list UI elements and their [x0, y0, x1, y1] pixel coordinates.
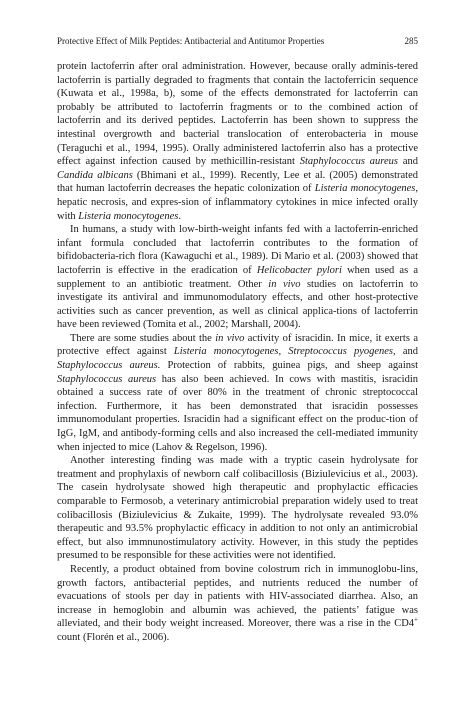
text-run: There are some studies about the	[70, 332, 216, 344]
body-text	[57, 60, 418, 645]
italic-term: Helicobacter pylori	[256, 264, 342, 276]
running-head-title: Protective Effect of Milk Peptides: Antibacterial and Antitumor Properties	[57, 36, 325, 46]
superscript: +	[414, 615, 418, 624]
text-run: and	[398, 156, 418, 168]
italic-term: Staphylococcus aureus	[57, 373, 157, 385]
italic-term: Listeria monocytogenes	[314, 183, 416, 195]
paragraph-2	[57, 223, 418, 332]
text-run: activity of isracidin. In mice, it exerts a protective effect against	[57, 332, 419, 358]
text-run: has also been achieved. In cows with mastitis, isracidin obtained a success rate of over 80% in the treatment of chronic streptococcal infection. Furthermore, it has been demonstrated that isracidin possesses immunomodulant properties. Isracidin had a significant effect on the produc-tion of IgG, IgM, and antibody-forming cells and also increased the cell-mediated immunity when injected to mice (Lahov & Regelson, 1996).	[57, 373, 419, 453]
italic-term: in vivo	[215, 332, 245, 344]
text-run: Another interesting finding was made with a tryptic casein hydrolysate for treatment and prophylaxis of newborn calf colibacillosis (Biziulevicius et al., 2003). The casein hydrolysate showed high therapeutic and prophylactic efficacies comparable to Fermosob, a veterinary antimicrobial preparation widely used to treat colibacillosis (Biziulevicius & Zukaite, 1999). The hydrolysate revealed 93.0% therapeutic and 93.5% prophylactic efficacy in addition to not only an antimicrobial effect, but also immnunostimulatory activity. However, in this study the peptides presumed to be responsible for these activities were not identified.	[57, 455, 418, 562]
italic-term: Listeria monocytogenes	[78, 210, 179, 222]
text-run: and	[395, 346, 418, 358]
paragraph-4	[57, 454, 418, 563]
italic-term: in vivo	[268, 278, 301, 290]
text-run: protein lactoferrin after oral administration. However, because orally adminis-tered lactoferrin is partially degraded to fragments that contain the lactoferricin sequence (Kuwata et al., 1998a, b), some of the effects demonstrated for lactoferrin can probably be attributed to lactoferrin fragments or to the combined action of lactoferrin and its derived peptides. Lactoferrin has been shown to suppress the intestinal overgrowth and bacterial translocation of enterobacteria in mouse (Teraguchi et al., 1994, 1995). Orally administered lactoferrin also has a protective effect against infection caused by methicillin-resistant	[57, 61, 418, 168]
page-number: 285	[404, 36, 418, 46]
text-run: , hepatic necrosis, and expres-sion of inflammatory cytokines in mice infected orally with	[57, 183, 419, 222]
text-run: Protection of rabbits, guinea pigs, and sheep against	[160, 360, 418, 372]
italic-term: Listeria monocytogenes, Streptococcus pyogenes,	[173, 346, 396, 358]
paragraph-3	[57, 332, 418, 454]
text-run: .	[178, 210, 181, 222]
text-run: In humans, a study with low-birth-weight infants fed with a lactoferrin-enriched infant formula concluded that lactoferrin contributes to the formation of bifidobacteria-rich flora (Kawaguchi et al., 1989). Di Mario et al. (2003) showed that lactoferrin is effective in the eradication of	[57, 224, 418, 276]
text-run: count (Florén et al., 2006).	[57, 631, 170, 643]
text-run: (Bhimani et al., 1999). Recently, Lee et al. (2005) demonstrated that human lactoferrin decreases the hepatic colonization of	[57, 169, 418, 195]
italic-term: Candida albicans	[57, 169, 133, 181]
running-head	[57, 34, 418, 48]
text-run: studies on lactoferrin to investigate its antiviral and immunomodulatory effects, and other host-protective activities such as cancer prevention, as well as clinical applica-tions of lactoferrin have been reviewed (Tomita et al., 2002; Marshall, 2004).	[57, 278, 418, 331]
italic-term: Staphylococcus aureus	[299, 156, 399, 168]
paragraph-1	[57, 60, 418, 223]
paragraph-5	[57, 563, 418, 645]
text-run: when used as a supplement to an antibiotic treatment. Other	[57, 264, 419, 290]
page	[57, 34, 418, 645]
italic-term: Staphylococcus aureus.	[57, 360, 161, 372]
text-run: Recently, a product obtained from bovine colostrum rich in immunoglobu-lins, growth factors, antibacterial peptides, and nutrients reduced the number of evacuations of stools per day in patients with HIV-associated diarrhea. Also, an increase in hemoglobin and albumin was achieved, the patients’ fatigue was alleviated, and their body weight increased. Moreover, there was a rise in the CD4	[57, 563, 418, 630]
